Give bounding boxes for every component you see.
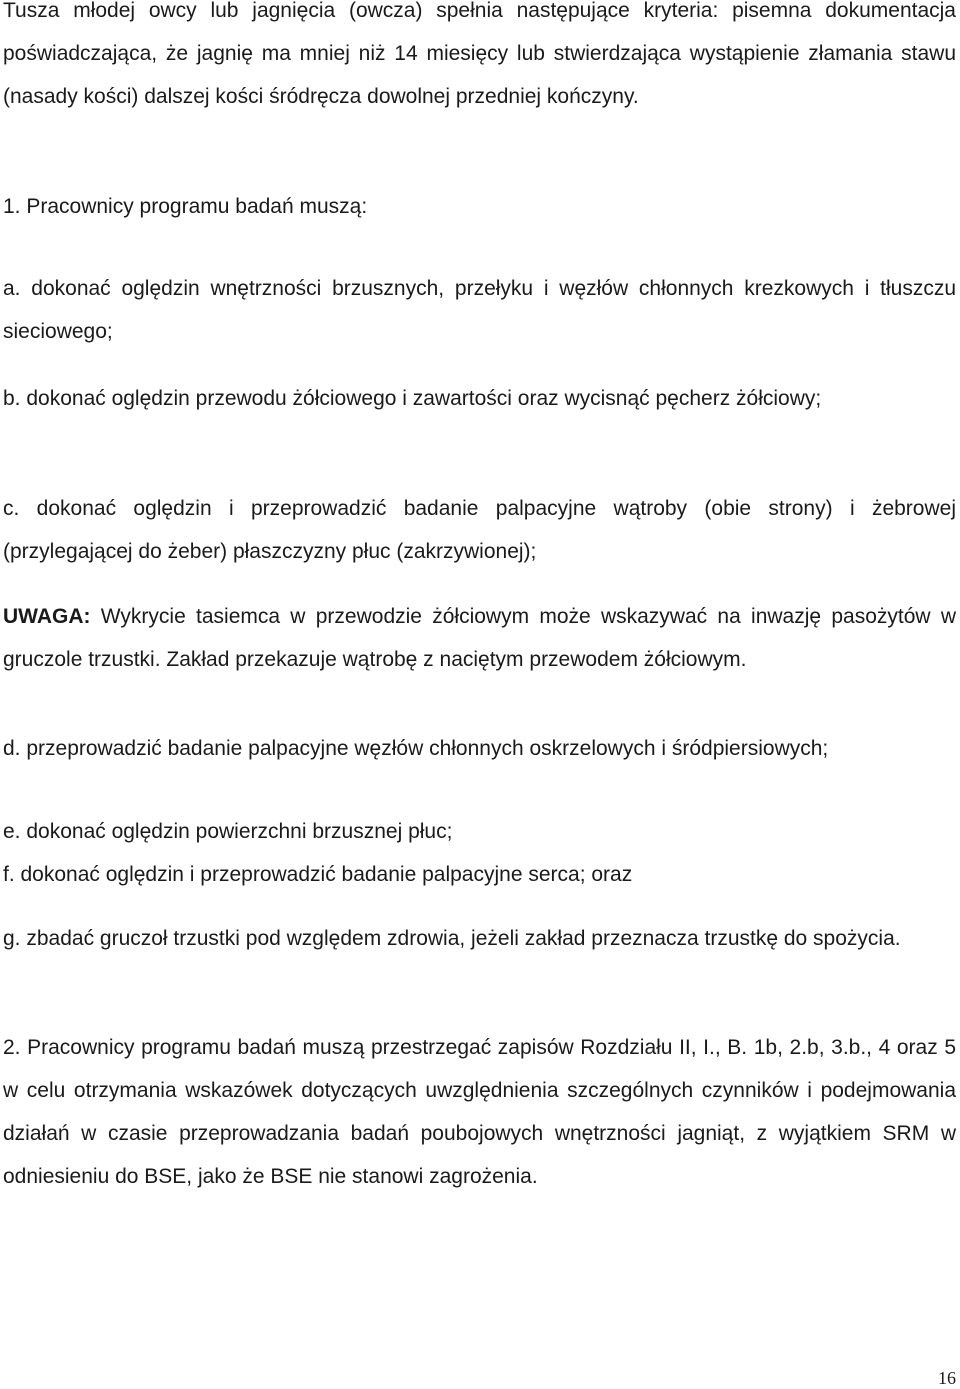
item-e-paragraph: e. dokonać oględzin powierzchni brzusznej płuc;: [3, 820, 453, 843]
intro-paragraph: Tusza młodej owcy lub jagnięcia (owcza) spełnia następujące kryteria: pisemna dokumentacja poświadczająca, że jagnię ma mniej niż 14 miesięcy lub stwierdzająca wystąpienie złamania stawu (nasady kości) dalszej kości śródręcza dowolnej przedniej kończyny.: [3, 0, 956, 108]
item-c-paragraph: c. dokonać oględzin i przeprowadzić badanie palpacyjne wątroby (obie strony) i żebrowej (przylegającej do żeber) płaszczyzny płuc (zakrzywionej);: [3, 497, 956, 563]
item-d-paragraph: d. przeprowadzić badanie palpacyjne węzłów chłonnych oskrzelowych i śródpiersiowych;: [3, 737, 829, 760]
item-a-paragraph: a. dokonać oględzin wnętrzności brzusznych, przełyku i węzłów chłonnych krezkowych i tłuszczu sieciowego;: [3, 277, 956, 343]
item-b-paragraph: b. dokonać oględzin przewodu żółciowego i zawartości oraz wycisnąć pęcherz żółciowy;: [3, 387, 822, 410]
point-1-heading: 1. Pracownicy programu badań muszą:: [3, 195, 368, 218]
point-2-paragraph: 2. Pracownicy programu badań muszą przestrzegać zapisów Rozdziału II, I., B. 1b, 2.b, 3.b., 4 oraz 5 w celu otrzymania wskazówek dotyczących uwzględnienia szczególnych czynników i podejmowania działań w czasie przeprowadzania badań poubojowych wnętrzności jagniąt, z wyjątkiem SRM w odniesieniu do BSE, jako że BSE nie stanowi zagrożenia.: [3, 1036, 956, 1188]
note-paragraph: [3, 595, 956, 681]
note-text: Wykrycie tasiemca w przewodzie żółciowym może wskazywać na inwazję pasożytów w gruczole trzustki. Zakład przekazuje wątrobę z naciętym przewodem żółciowym.: [3, 605, 956, 671]
item-g-paragraph: g. zbadać gruczoł trzustki pod względem zdrowia, jeżeli zakład przeznacza trzustkę do spożycia.: [3, 927, 901, 950]
note-label: UWAGA:: [3, 605, 91, 628]
item-f-paragraph: f. dokonać oględzin i przeprowadzić badanie palpacyjne serca; oraz: [3, 863, 633, 886]
page-number: 16: [938, 1368, 956, 1388]
